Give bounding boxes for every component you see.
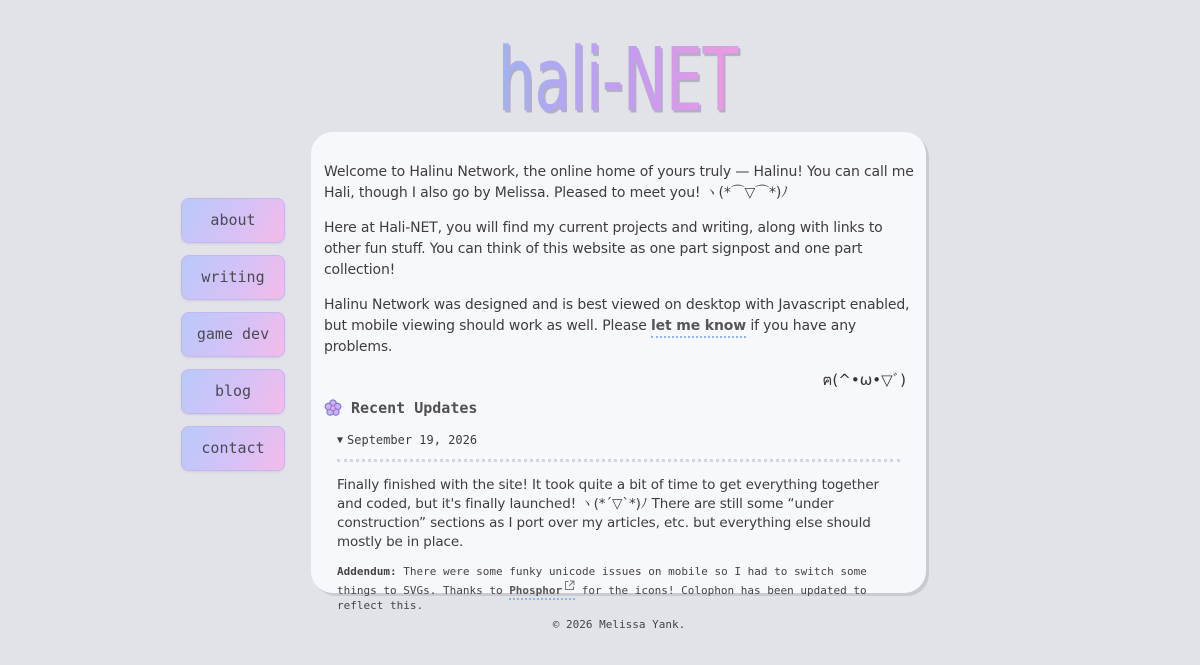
update-date-toggle[interactable] — [337, 433, 900, 462]
external-link-icon — [564, 580, 575, 591]
main-card — [311, 132, 926, 612]
nav-blog-button[interactable]: blog — [181, 369, 285, 414]
nav-game-dev-button[interactable]: game dev — [181, 312, 285, 357]
logo-graphic — [493, 28, 743, 132]
flower-icon — [324, 399, 342, 417]
nav-writing-button[interactable]: writing — [181, 255, 285, 300]
nav-contact-button[interactable]: contact — [181, 426, 285, 471]
logo-text: hali-NET — [497, 28, 738, 132]
intro-paragraph-3-text-after: if you have any problems. — [324, 318, 857, 355]
update-body: Finally finished with the site! It took quite a bit of time to get everything together and coded, but it's finally launched! ヽ(*´▽`*)ﾉ There are still some “under construction” sections as I port over my articles, etc. but everything else should mostly be in place. — [337, 477, 879, 550]
intro-paragraph-3 — [324, 295, 914, 358]
phosphor-link[interactable] — [509, 584, 575, 600]
intro-paragraph-3-text-before: Halinu Network was designed and is best viewed on desktop with Javascript enabled, but mobile viewing should work as well. Please — [324, 297, 910, 334]
main-nav — [181, 198, 285, 483]
update-addendum — [337, 564, 900, 614]
update-date: September 19, 2026 — [347, 433, 478, 447]
site-logo[interactable] — [0, 28, 1200, 132]
addendum-text-after: for the icons! Colophon has been updated to reflect this. — [337, 583, 867, 612]
intro-paragraph-1: Welcome to Halinu Network, the online home of yours truly — Halinu! You can call me Hali, though I also go by Melissa. Pleased to meet you! ヽ(*⌒▽⌒*)ﾉ — [324, 164, 914, 201]
addendum-text-before: There were some funky unicode issues on mobile so I had to switch some things to SVGs. Thanks to — [337, 565, 867, 597]
let-me-know-link[interactable]: let me know — [651, 318, 746, 338]
triangle-down-icon: ▼ — [337, 434, 344, 446]
recent-updates-section — [324, 399, 914, 614]
recent-updates-title: Recent Updates — [351, 399, 478, 417]
phosphor-link-label: Phosphor — [509, 583, 563, 597]
intro-paragraph-2: Here at Hali-NET, you will find my current projects and writing, along with links to other fun stuff. You can think of this website as one part signpost and one part collection! — [324, 220, 883, 278]
page-footer: © 2026 Melissa Yank. — [552, 618, 686, 631]
recent-updates-header — [324, 399, 914, 417]
nav-about-button[interactable]: about — [181, 198, 285, 243]
kaomoji-decoration: ฅ(^•ω•▽ﾞ) — [822, 371, 906, 389]
update-entry — [337, 433, 900, 614]
addendum-label: Addendum: — [337, 565, 397, 578]
